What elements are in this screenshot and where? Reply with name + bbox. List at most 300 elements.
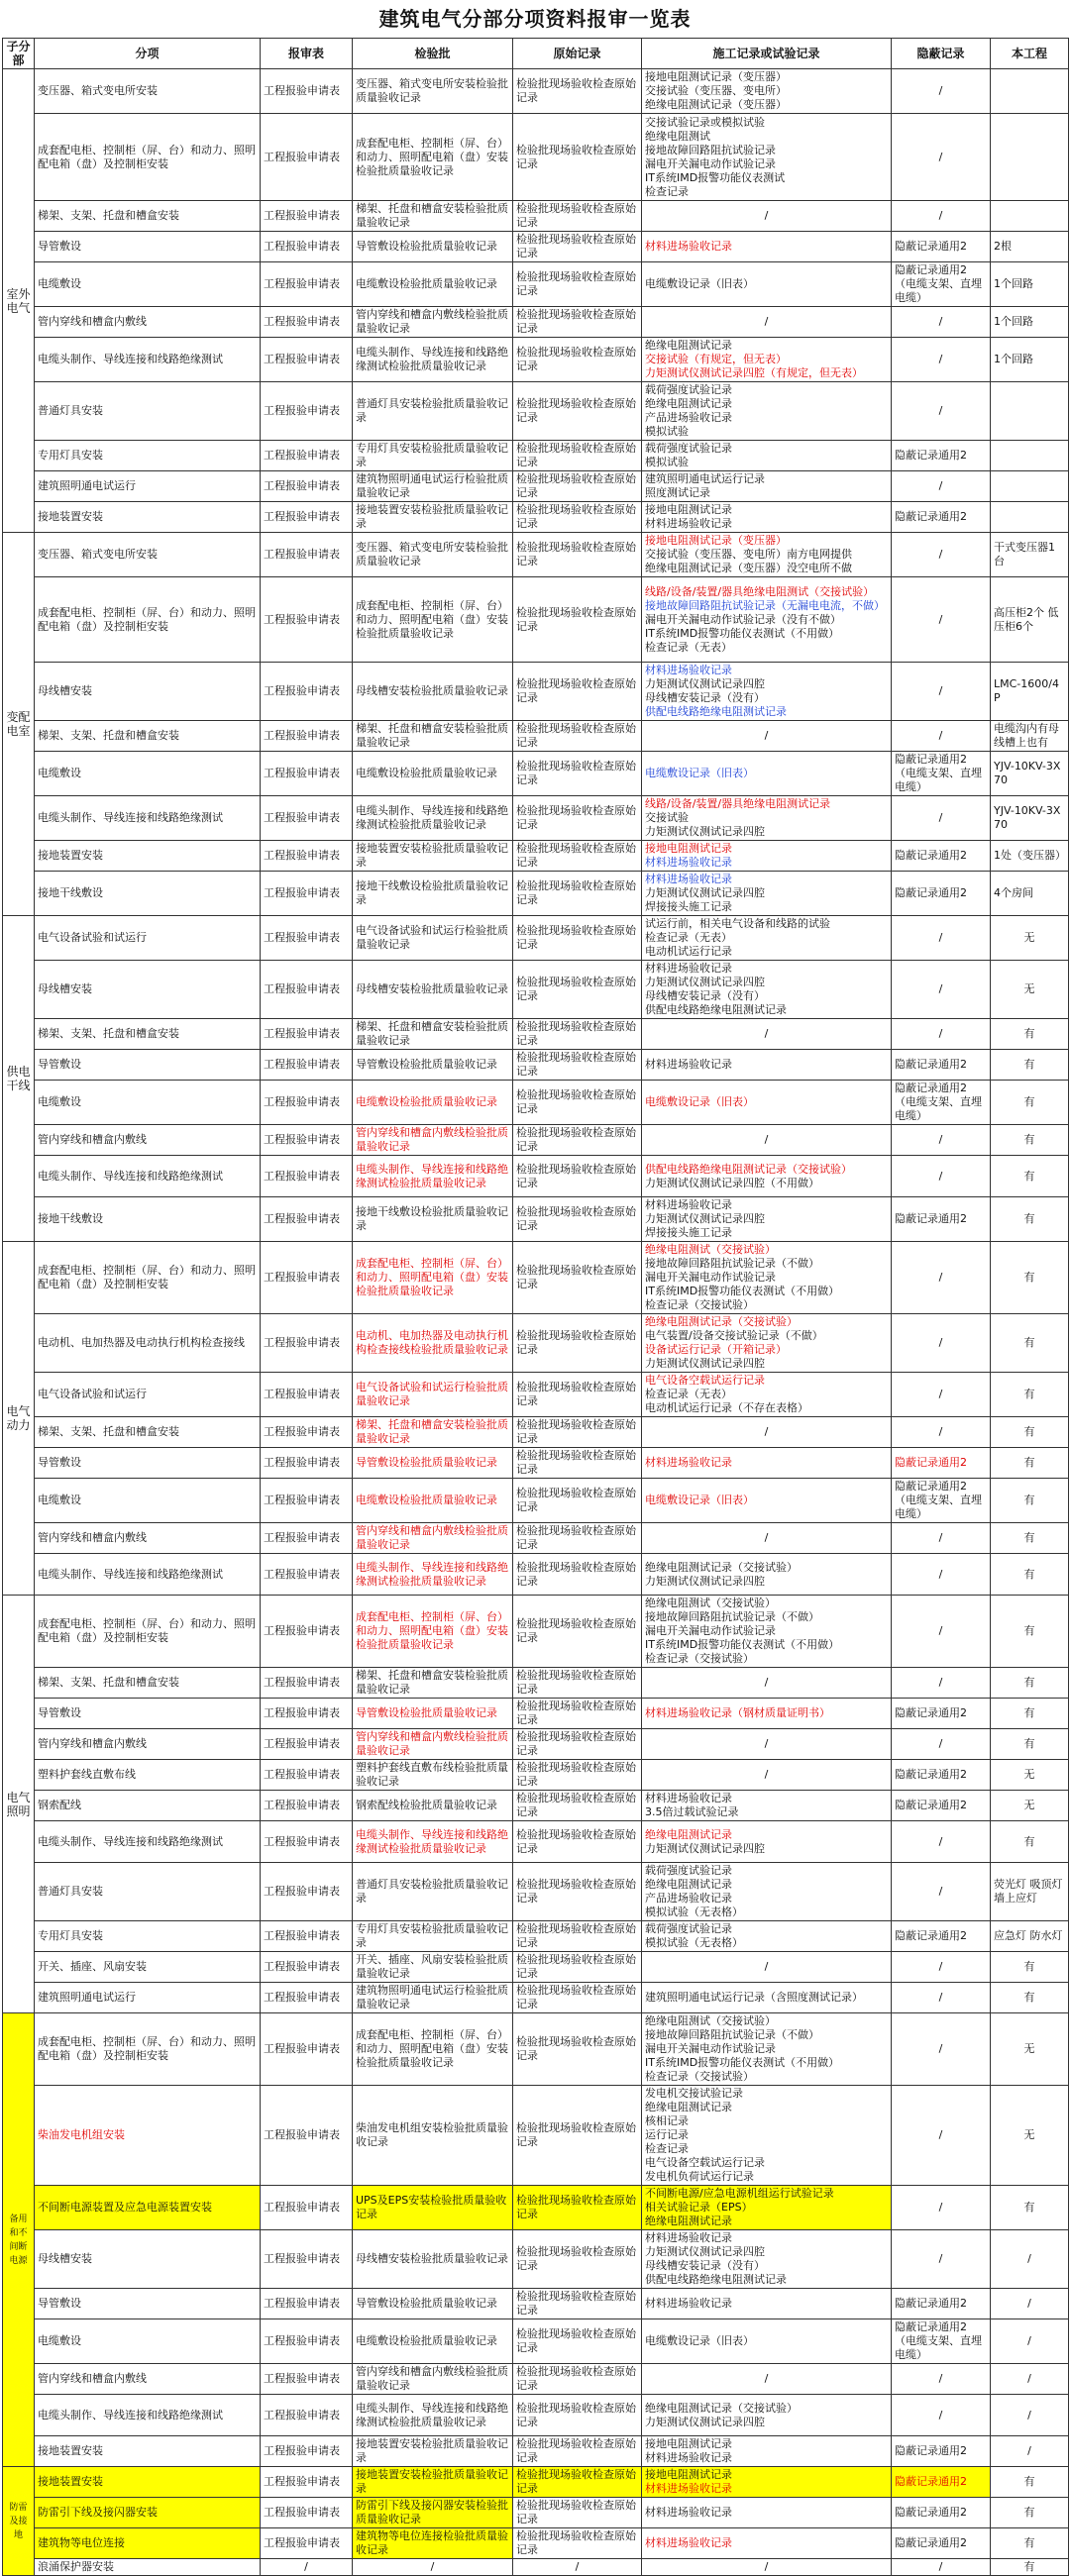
test-record-line: 漏电开关漏电动作试验记录 [645, 1271, 776, 1284]
report-form-cell: 工程报验申请表 [261, 1863, 353, 1921]
concealed-record-cell: / [892, 1242, 991, 1314]
original-record-cell: 检验批现场验收检查原始记录 [513, 338, 642, 382]
inspection-batch-cell: 导管敷设检验批质量验收记录 [353, 232, 513, 262]
this-project-cell [991, 382, 1069, 441]
test-record-line: 材料进场验收记录（钢材质量证明书） [645, 1706, 830, 1719]
test-record-line: 焊接接头施工记录 [645, 900, 732, 913]
this-project-cell [991, 502, 1069, 533]
item-cell: 普通灯具安装 [35, 382, 261, 441]
item-cell: 管内穿线和槽盒内敷线 [35, 1125, 261, 1156]
original-record-cell: 检验批现场验收检查原始记录 [513, 663, 642, 721]
concealed-record-cell: 隐蔽记录通用2（电缆支架、直埋电缆） [892, 1479, 991, 1523]
original-record-cell: 检验批现场验收检查原始记录 [513, 114, 642, 201]
inspection-batch-cell: 接地装置安装检验批质量验收记录 [353, 841, 513, 872]
test-record-line: 接地电阻测试记录 [645, 842, 732, 855]
this-project-cell: 电缆沟内有母线槽上也有 [991, 721, 1069, 752]
test-record-cell [642, 2528, 892, 2559]
original-record-cell: 检验批现场验收检查原始记录 [513, 1197, 642, 1242]
this-project-cell: 有 [991, 1019, 1069, 1050]
report-form-cell: 工程报验申请表 [261, 2395, 353, 2436]
item-cell: 电缆头制作、导线连接和线路绝缘测试 [35, 1156, 261, 1197]
test-record-line: / [764, 1768, 769, 1781]
test-record-line: 接地电阻测试记录 [645, 503, 732, 516]
item-cell: 导管敷设 [35, 1448, 261, 1479]
inspection-batch-cell: 普通灯具安装检验批质量验收记录 [353, 1863, 513, 1921]
report-form-cell: 工程报验申请表 [261, 721, 353, 752]
item-cell: 电缆敷设 [35, 2319, 261, 2364]
test-record-cell [642, 1125, 892, 1156]
concealed-record-cell: 隐蔽记录通用2 [892, 502, 991, 533]
test-record-line: 焊接接头施工记录 [645, 1226, 732, 1239]
test-record-line: 检查记录（交接试验） [645, 1652, 754, 1665]
inspection-batch-cell: 导管敷设检验批质量验收记录 [353, 1699, 513, 1729]
test-record-line: 电缆敷设记录（旧表） [645, 1494, 754, 1506]
concealed-record-cell: / [892, 1729, 991, 1760]
test-record-cell [642, 1314, 892, 1373]
test-record-cell [642, 1197, 892, 1242]
item-cell: 塑料护套线直敷布线 [35, 1760, 261, 1791]
report-form-cell: 工程报验申请表 [261, 1125, 353, 1156]
test-record-line: 材料进场验收记录 [645, 962, 732, 975]
test-record-line: 电动机试运行记录 [645, 945, 732, 958]
subdivision-cell: 供电干线 [3, 916, 35, 1242]
test-record-line: 力矩测试仪测试记录四腔（有规定，但无表） [645, 366, 863, 379]
inspection-batch-cell: 电缆敷设检验批质量验收记录 [353, 752, 513, 796]
concealed-record-cell: / [892, 2395, 991, 2436]
report-form-cell: 工程报验申请表 [261, 1760, 353, 1791]
test-record-cell [642, 1448, 892, 1479]
test-record-line: / [764, 1960, 769, 1973]
item-cell: 母线槽安装 [35, 2230, 261, 2289]
table-row [3, 1760, 1069, 1791]
this-project-cell: 有 [991, 2498, 1069, 2528]
table-row [3, 2559, 1069, 2576]
item-cell: 电缆头制作、导线连接和线路绝缘测试 [35, 1821, 261, 1863]
concealed-record-cell: / [892, 1668, 991, 1699]
item-cell: 柴油发电机组安装 [35, 2086, 261, 2186]
item-cell: 成套配电柜、控制柜（屏、台）和动力、照明配电箱（盘）及控制柜安装 [35, 2013, 261, 2086]
concealed-record-cell: 隐蔽记录通用2 [892, 1791, 991, 1821]
report-form-cell: 工程报验申请表 [261, 1791, 353, 1821]
table-row [3, 533, 1069, 577]
report-form-cell: 工程报验申请表 [261, 916, 353, 961]
test-record-cell [642, 1417, 892, 1448]
original-record-cell: 检验批现场验收检查原始记录 [513, 1821, 642, 1863]
test-record-line: 接地电阻测试记录（变压器） [645, 534, 787, 547]
test-record-line: / [764, 315, 769, 328]
report-form-cell: 工程报验申请表 [261, 1921, 353, 1952]
test-record-cell [642, 752, 892, 796]
test-record-line: 材料进场验收记录 [645, 1792, 732, 1804]
original-record-cell: 检验批现场验收检查原始记录 [513, 796, 642, 841]
original-record-cell: 检验批现场验收检查原始记录 [513, 441, 642, 471]
table-row [3, 1729, 1069, 1760]
test-record-line: / [764, 1676, 769, 1689]
report-form-cell: 工程报验申请表 [261, 502, 353, 533]
table-row [3, 1523, 1069, 1554]
test-record-line: 绝缘电阻测试记录 [645, 2215, 732, 2227]
concealed-record-cell: / [892, 1821, 991, 1863]
item-cell: 成套配电柜、控制柜（屏、台）和动力、照明配电箱（盘）及控制柜安装 [35, 1596, 261, 1668]
test-record-cell [642, 1952, 892, 1983]
item-cell: 电气设备试验和试运行 [35, 916, 261, 961]
concealed-record-cell: / [892, 533, 991, 577]
item-cell: 管内穿线和槽盒内敷线 [35, 1729, 261, 1760]
table-row [3, 262, 1069, 307]
test-record-line: 交接试验（有规定，但无表） [645, 353, 787, 365]
table-row [3, 2086, 1069, 2186]
inspection-batch-cell: 电缆敷设检验批质量验收记录 [353, 1081, 513, 1125]
original-record-cell: 检验批现场验收检查原始记录 [513, 533, 642, 577]
subdivision-cell: 电气动力 [3, 1242, 35, 1596]
report-form-cell: 工程报验申请表 [261, 1729, 353, 1760]
item-cell: 接地装置安装 [35, 841, 261, 872]
table-row [3, 2186, 1069, 2230]
table-row [3, 1554, 1069, 1596]
item-cell: 导管敷设 [35, 232, 261, 262]
subdivision-cell: 变配电室 [3, 533, 35, 916]
test-record-line: 材料进场验收记录 [645, 2482, 732, 2495]
test-record-line: 材料进场验收记录 [645, 517, 732, 530]
test-record-line: 绝缘电阻测试（交接试验） [645, 1243, 776, 1256]
test-record-line: 接地故障回路阻抗试验记录（无漏电电流，不做） [645, 598, 885, 612]
test-record-line: 材料进场验收记录 [645, 664, 732, 676]
report-form-cell: 工程报验申请表 [261, 961, 353, 1019]
report-form-cell: 工程报验申请表 [261, 2364, 353, 2395]
table-row [3, 201, 1069, 232]
this-project-cell: YJV-10KV-3X70 [991, 752, 1069, 796]
table-row [3, 1373, 1069, 1417]
test-record-cell [642, 307, 892, 338]
item-cell: 成套配电柜、控制柜（屏、台）和动力、照明配电箱（盘）及控制柜安装 [35, 577, 261, 663]
test-record-cell [642, 796, 892, 841]
test-record-line: IT系统IMD报警功能仪表测试（不用做） [645, 1285, 840, 1297]
this-project-cell: 有 [991, 1729, 1069, 1760]
item-cell: 电气设备试验和试运行 [35, 1373, 261, 1417]
original-record-cell: 检验批现场验收检查原始记录 [513, 1156, 642, 1197]
original-record-cell: 检验批现场验收检查原始记录 [513, 1019, 642, 1050]
report-form-cell: 工程报验申请表 [261, 752, 353, 796]
test-record-line: / [764, 729, 769, 742]
item-cell: 建筑物等电位连接 [35, 2528, 261, 2559]
concealed-record-cell: 隐蔽记录通用2 [892, 872, 991, 916]
inspection-batch-cell: / [353, 2559, 513, 2576]
this-project-cell: 有 [991, 1081, 1069, 1125]
inspection-batch-cell: 成套配电柜、控制柜（屏、台）和动力、照明配电箱（盘）安装检验批质量验收记录 [353, 114, 513, 201]
inspection-batch-cell: 成套配电柜、控制柜（屏、台）和动力、照明配电箱（盘）安装检验批质量验收记录 [353, 2013, 513, 2086]
report-form-cell: 工程报验申请表 [261, 307, 353, 338]
report-form-cell: 工程报验申请表 [261, 2467, 353, 2498]
original-record-cell: 检验批现场验收检查原始记录 [513, 262, 642, 307]
test-record-line: IT系统IMD报警功能仪表测试（不用做） [645, 1638, 840, 1651]
this-project-cell: / [991, 2364, 1069, 2395]
report-form-cell: 工程报验申请表 [261, 1821, 353, 1863]
test-record-line: 材料进场验收记录 [645, 2451, 732, 2464]
test-record-line: 电缆敷设记录（旧表） [645, 277, 754, 290]
concealed-record-cell: / [892, 1523, 991, 1554]
test-record-line: 电缆敷设记录（旧表） [645, 2334, 754, 2347]
table-row [3, 441, 1069, 471]
this-project-cell: 无 [991, 961, 1069, 1019]
inspection-batch-cell: 梯架、托盘和槽盒安装检验批质量验收记录 [353, 1417, 513, 1448]
test-record-line: 接地电阻测试记录 [645, 2437, 732, 2450]
original-record-cell: 检验批现场验收检查原始记录 [513, 1952, 642, 1983]
item-cell: 电缆头制作、导线连接和线路绝缘测试 [35, 338, 261, 382]
this-project-cell: 1个回路 [991, 262, 1069, 307]
report-form-cell: 工程报验申请表 [261, 2436, 353, 2467]
table-row [3, 502, 1069, 533]
concealed-record-cell: / [892, 1952, 991, 1983]
test-record-line: 力矩测试仪测试记录四腔 [645, 1574, 765, 1588]
table-row [3, 232, 1069, 262]
this-project-cell: 1个回路 [991, 307, 1069, 338]
this-project-cell: / [991, 2319, 1069, 2364]
original-record-cell: 检验批现场验收检查原始记录 [513, 1983, 642, 2013]
table-row [3, 752, 1069, 796]
test-record-line: 力矩测试仪测试记录四腔 [645, 2415, 765, 2428]
inspection-batch-cell: 接地装置安装检验批质量验收记录 [353, 2436, 513, 2467]
test-record-cell [642, 1596, 892, 1668]
item-cell: 建筑照明通电试运行 [35, 1983, 261, 2013]
concealed-record-cell: / [892, 382, 991, 441]
original-record-cell: 检验批现场验收检查原始记录 [513, 1760, 642, 1791]
test-record-line: 材料进场验收记录 [645, 1456, 732, 1469]
test-record-line: 模拟试验 [645, 456, 689, 468]
test-record-line: 绝缘电阻测试记录（交接试验） [645, 1560, 798, 1574]
table-row [3, 721, 1069, 752]
header-concealed-record: 隐蔽记录 [892, 39, 991, 69]
test-record-line: 检查记录（无表） [645, 640, 732, 654]
test-record-line: 材料进场验收记录 [645, 240, 732, 253]
test-record-cell [642, 1983, 892, 2013]
test-record-cell [642, 1760, 892, 1791]
table-row [3, 2364, 1069, 2395]
item-cell: 接地干线敷设 [35, 1197, 261, 1242]
inspection-batch-cell: 梯架、托盘和槽盒安装检验批质量验收记录 [353, 1668, 513, 1699]
inspection-batch-cell: 管内穿线和槽盒内敷线检验批质量验收记录 [353, 1523, 513, 1554]
test-record-line: 接地电阻测试记录 [645, 2468, 732, 2481]
test-record-line: 供配电线路绝缘电阻测试记录 [645, 705, 787, 718]
test-record-line: IT系统IMD报警功能仪表测试（不用做） [645, 626, 840, 640]
test-record-cell [642, 577, 892, 663]
header-original-record: 原始记录 [513, 39, 642, 69]
item-cell: 导管敷设 [35, 1050, 261, 1081]
inspection-batch-cell: 变压器、箱式变电所安装检验批质量验收记录 [353, 533, 513, 577]
report-form-cell: 工程报验申请表 [261, 1596, 353, 1668]
inspection-batch-cell: 电缆敷设检验批质量验收记录 [353, 262, 513, 307]
item-cell: 梯架、支架、托盘和槽盒安装 [35, 201, 261, 232]
item-cell: 导管敷设 [35, 2289, 261, 2319]
concealed-record-cell: / [892, 2086, 991, 2186]
table-row [3, 1197, 1069, 1242]
inspection-batch-cell: 管内穿线和槽盒内敷线检验批质量验收记录 [353, 307, 513, 338]
test-record-line: 材料进场验收记录 [645, 856, 732, 869]
table-row [3, 1791, 1069, 1821]
inspection-batch-cell: 接地装置安装检验批质量验收记录 [353, 502, 513, 533]
original-record-cell: 检验批现场验收检查原始记录 [513, 2467, 642, 2498]
concealed-record-cell: / [892, 1863, 991, 1921]
item-cell: 接地干线敷设 [35, 872, 261, 916]
test-record-line: 交接试验（变压器、变电所）南方电网提供 [645, 548, 852, 561]
test-record-line: 力矩测试仪测试记录四腔 [645, 677, 765, 690]
table-row [3, 1821, 1069, 1863]
subdivision-cell: 室外电气 [3, 69, 35, 533]
concealed-record-cell: 隐蔽记录通用2 [892, 841, 991, 872]
table-row [3, 69, 1069, 114]
test-record-cell [642, 502, 892, 533]
original-record-cell: 检验批现场验收检查原始记录 [513, 1314, 642, 1373]
original-record-cell: 检验批现场验收检查原始记录 [513, 752, 642, 796]
this-project-cell: / [991, 2230, 1069, 2289]
original-record-cell: / [513, 2559, 642, 2576]
table-row [3, 796, 1069, 841]
test-record-cell [642, 201, 892, 232]
report-form-cell: 工程报验申请表 [261, 1523, 353, 1554]
original-record-cell: 检验批现场验收检查原始记录 [513, 2186, 642, 2230]
test-record-line: IT系统IMD报警功能仪表测试 [645, 170, 786, 184]
this-project-cell: 高压柜2个 低压柜6个 [991, 577, 1069, 663]
concealed-record-cell: / [892, 307, 991, 338]
test-record-line: 建筑照明通电试运行记录 [645, 472, 765, 485]
this-project-cell: 1个回路 [991, 338, 1069, 382]
this-project-cell: 有 [991, 1699, 1069, 1729]
table-row [3, 2528, 1069, 2559]
test-record-line: 载荷强度试验记录 [645, 1922, 732, 1935]
report-form-cell: 工程报验申请表 [261, 796, 353, 841]
header-this-project: 本工程 [991, 39, 1069, 69]
concealed-record-cell: 隐蔽记录通用2（电缆支架、直埋电缆） [892, 752, 991, 796]
inspection-batch-cell: 电缆头制作、导线连接和线路绝缘测试检验批质量验收记录 [353, 1156, 513, 1197]
test-record-line: 核相记录 [645, 2114, 689, 2127]
test-record-cell [642, 1050, 892, 1081]
test-record-line: 接地故障回路阻抗试验记录（不做） [645, 1257, 819, 1270]
item-cell: 专用灯具安装 [35, 441, 261, 471]
test-record-cell [642, 2319, 892, 2364]
inspection-batch-cell: 导管敷设检验批质量验收记录 [353, 1448, 513, 1479]
test-record-cell [642, 1729, 892, 1760]
test-record-line: 绝缘电阻测试记录 [645, 397, 732, 410]
this-project-cell: 无 [991, 916, 1069, 961]
this-project-cell: 有 [991, 1554, 1069, 1596]
header-test-record: 施工记录或试验记录 [642, 39, 892, 69]
test-record-cell [642, 841, 892, 872]
test-record-line: 检查记录（交接试验） [645, 2070, 754, 2083]
test-record-line: 产品进场验收记录 [645, 411, 732, 424]
report-form-cell: 工程报验申请表 [261, 1417, 353, 1448]
item-cell: 浪涌保护器安装 [35, 2559, 261, 2576]
original-record-cell: 检验批现场验收检查原始记录 [513, 1863, 642, 1921]
item-cell: 梯架、支架、托盘和槽盒安装 [35, 721, 261, 752]
this-project-cell: 有 [991, 1417, 1069, 1448]
test-record-cell [642, 1863, 892, 1921]
original-record-cell: 检验批现场验收检查原始记录 [513, 1417, 642, 1448]
this-project-cell: 无 [991, 1760, 1069, 1791]
test-record-line: 漏电开关漏电动作试验记录 [645, 156, 776, 170]
table-row [3, 1863, 1069, 1921]
test-record-line: 电缆敷设记录（旧表） [645, 767, 754, 779]
test-record-line: / [764, 2372, 769, 2385]
item-cell: 开关、插座、风扇安装 [35, 1952, 261, 1983]
test-record-line: 漏电开关漏电动作试验记录（没有不做） [645, 612, 841, 626]
test-record-line: 供配电线路绝缘电阻测试记录（交接试验） [645, 1162, 852, 1176]
test-record-cell [642, 1156, 892, 1197]
page-title: 建筑电气分部分项资料报审一览表 [378, 7, 692, 31]
subdivision-cell: 防雷及接地 [3, 2467, 35, 2576]
test-record-line: 材料进场验收记录 [645, 1198, 732, 1211]
this-project-cell: / [991, 2395, 1069, 2436]
test-record-cell [642, 2395, 892, 2436]
inspection-batch-cell: 导管敷设检验批质量验收记录 [353, 2289, 513, 2319]
item-cell: 电缆敷设 [35, 752, 261, 796]
original-record-cell: 检验批现场验收检查原始记录 [513, 1125, 642, 1156]
table-row [3, 1983, 1069, 2013]
concealed-record-cell: 隐蔽记录通用2（电缆支架、直埋电缆） [892, 1081, 991, 1125]
test-record-cell [642, 721, 892, 752]
table-row [3, 338, 1069, 382]
concealed-record-cell: / [892, 796, 991, 841]
this-project-cell: 有 [991, 2186, 1069, 2230]
item-cell: 成套配电柜、控制柜（屏、台）和动力、照明配电箱（盘）及控制柜安装 [35, 114, 261, 201]
test-record-line: / [764, 1737, 769, 1750]
test-record-cell [642, 1821, 892, 1863]
test-record-cell [642, 961, 892, 1019]
original-record-cell: 检验批现场验收检查原始记录 [513, 1729, 642, 1760]
table-row [3, 961, 1069, 1019]
item-cell: 母线槽安装 [35, 663, 261, 721]
test-record-line: / [764, 2560, 769, 2573]
test-record-line: 建筑照明通电试运行记录（含照度测试记录） [645, 1991, 863, 2004]
this-project-cell: 4个房间 [991, 872, 1069, 916]
inspection-batch-cell: 电缆敷设检验批质量验收记录 [353, 2319, 513, 2364]
test-record-cell [642, 533, 892, 577]
header-report-form: 报审表 [261, 39, 353, 69]
test-record-line: 母线槽安装记录（没有） [645, 2259, 765, 2272]
report-form-cell: 工程报验申请表 [261, 201, 353, 232]
test-record-cell [642, 1019, 892, 1050]
original-record-cell: 检验批现场验收检查原始记录 [513, 1921, 642, 1952]
table-row [3, 916, 1069, 961]
inspection-batch-cell: 接地干线敷设检验批质量验收记录 [353, 872, 513, 916]
this-project-cell: 有 [991, 1448, 1069, 1479]
inspection-batch-cell: 接地装置安装检验批质量验收记录 [353, 2467, 513, 2498]
original-record-cell: 检验批现场验收检查原始记录 [513, 2436, 642, 2467]
item-cell: 建筑照明通电试运行 [35, 471, 261, 502]
this-project-cell: 有 [991, 1373, 1069, 1417]
report-form-cell: 工程报验申请表 [261, 2319, 353, 2364]
inspection-batch-cell: 专用灯具安装检验批质量验收记录 [353, 441, 513, 471]
inspection-batch-cell: 普通灯具安装检验批质量验收记录 [353, 382, 513, 441]
report-form-cell: 工程报验申请表 [261, 232, 353, 262]
inspection-batch-cell: 钢索配线检验批质量验收记录 [353, 1791, 513, 1821]
inspection-batch-cell: 梯架、托盘和槽盒安装检验批质量验收记录 [353, 1019, 513, 1050]
test-record-line: 模拟试验（无表格） [645, 1906, 743, 1918]
this-project-cell: 无 [991, 1791, 1069, 1821]
test-record-line: 设备试运行记录（开箱记录） [645, 1343, 787, 1356]
test-record-line: 材料进场验收记录 [645, 2536, 732, 2549]
concealed-record-cell: / [892, 2186, 991, 2230]
item-cell: 梯架、支架、托盘和槽盒安装 [35, 1417, 261, 1448]
table-row [3, 2467, 1069, 2498]
inspection-batch-cell: 梯架、托盘和槽盒安装检验批质量验收记录 [353, 721, 513, 752]
original-record-cell: 检验批现场验收检查原始记录 [513, 502, 642, 533]
this-project-cell: 有 [991, 1983, 1069, 2013]
this-project-cell: 有 [991, 1596, 1069, 1668]
test-record-line: 检查记录（无表） [645, 1388, 732, 1400]
test-record-line: 绝缘电阻测试记录（变压器） [645, 98, 787, 111]
test-record-line: 接地故障回路阻抗试验记录 [645, 143, 776, 156]
original-record-cell: 检验批现场验收检查原始记录 [513, 2289, 642, 2319]
concealed-record-cell: / [892, 1417, 991, 1448]
